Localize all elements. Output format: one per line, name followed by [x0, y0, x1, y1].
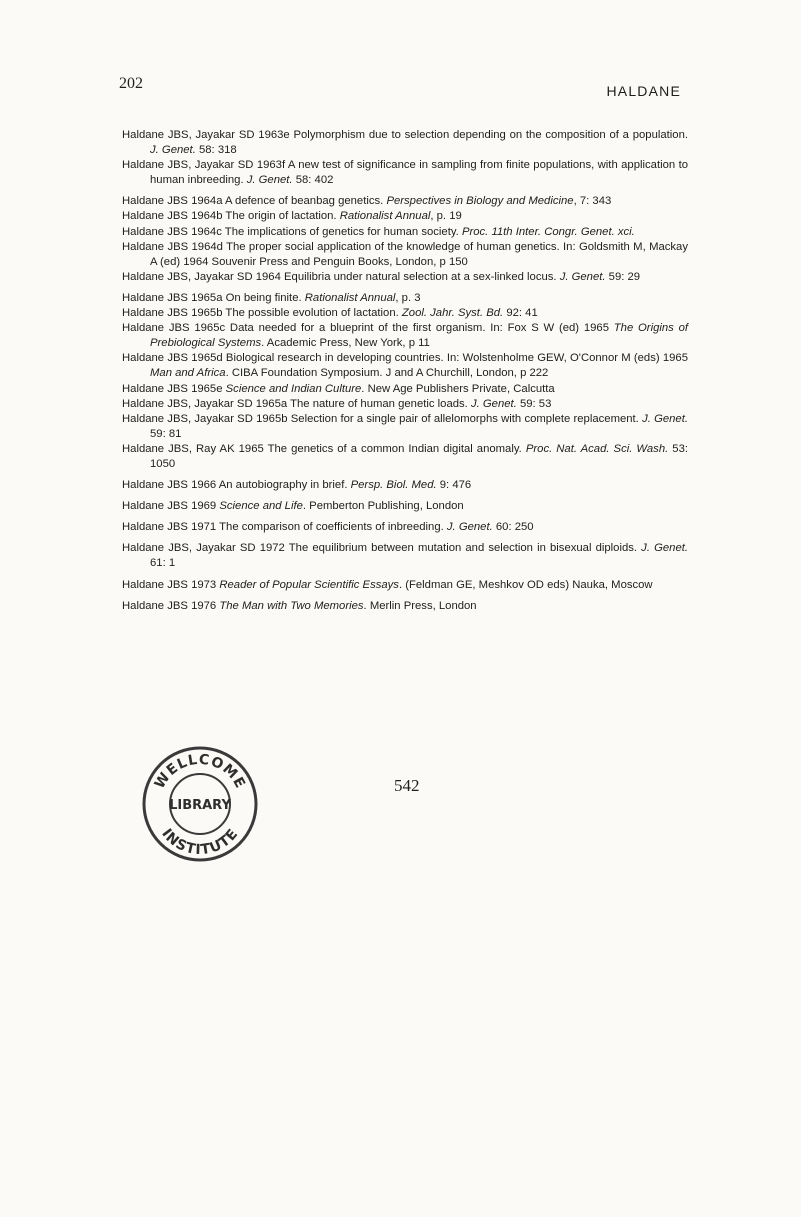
- reference-title: J. Genet.: [641, 542, 688, 555]
- library-stamp: [140, 742, 260, 862]
- reference-text: Haldane JBS 1966 An autobiography in brief.: [122, 479, 351, 492]
- reference-text: Haldane JBS 1965b The possible evolution of lactation.: [122, 307, 402, 320]
- reference-entry: [122, 351, 688, 381]
- reference-entry: [122, 321, 688, 351]
- reference-tail: 61: 1: [150, 557, 176, 570]
- reference-title: Rationalist Annual: [304, 291, 396, 304]
- stamp-top-text: WELLCOME: [151, 751, 249, 792]
- reference-title: Proc. 11th Inter. Congr. Genet. xci.: [461, 225, 635, 238]
- reference-title: Science and Indian Culture: [225, 382, 362, 395]
- reference-title: Man and Africa: [150, 367, 226, 380]
- reference-text: Haldane JBS 1964c The implications of genetics for human society.: [122, 225, 462, 238]
- reference-title: Reader of Popular Scientific Essays: [219, 578, 399, 591]
- reference-tail: , p. 19: [430, 210, 462, 223]
- reference-entry: [122, 520, 688, 535]
- reference-entry: [122, 158, 688, 188]
- reference-tail: , p. 3: [395, 291, 421, 304]
- reference-tail: . (Feldman GE, Meshkov OD eds) Nauka, Moscow: [398, 578, 653, 591]
- reference-entry: [122, 306, 688, 321]
- reference-text: Haldane JBS, Jayakar SD 1963e Polymorphism due to selection depending on the composition of a population.: [122, 129, 688, 141]
- reference-tail: 60: 250: [492, 521, 534, 534]
- reference-tail: . Merlin Press, London: [363, 599, 477, 612]
- reference-tail: 59: 29: [605, 270, 641, 283]
- reference-title: Perspectives in Biology and Medicine: [386, 195, 574, 208]
- reference-list: [122, 128, 688, 614]
- reference-title: J. Genet.: [150, 144, 196, 157]
- reference-tail: 9: 476: [436, 479, 472, 492]
- reference-title: Persp. Biol. Med.: [350, 479, 437, 492]
- reference-entry: [122, 599, 688, 614]
- reference-entry: [122, 412, 688, 442]
- reference-text: Haldane JBS, Jayakar SD 1965b Selection for a single pair of allelomorphs with complete replacement.: [122, 412, 643, 425]
- reference-tail: , 7: 343: [573, 195, 612, 208]
- reference-tail: . Pemberton Publishing, London: [302, 500, 464, 513]
- reference-tail: 58: 318: [195, 144, 237, 157]
- reference-text: Haldane JBS 1969: [122, 500, 220, 513]
- reference-text: Haldane JBS 1973: [122, 578, 220, 591]
- reference-title: Science and Life: [219, 500, 303, 513]
- reference-title: J. Genet.: [246, 174, 293, 187]
- reference-entry: [122, 225, 688, 240]
- page-number: 202: [119, 75, 143, 92]
- reference-title: The Origins of Prebiological Systems: [150, 322, 689, 350]
- reference-title: Zool. Jahr. Syst. Bd.: [401, 307, 504, 320]
- reference-tail: . New Age Publishers Private, Calcutta: [361, 382, 555, 395]
- reference-tail: 92: 41: [503, 307, 538, 320]
- reference-text: Haldane JBS 1971 The comparison of coefficients of inbreeding.: [122, 521, 447, 534]
- reference-tail: 59: 53: [516, 397, 552, 410]
- reference-text: Haldane JBS, Jayakar SD 1972 The equilibrium between mutation and selection in bisexual diploids.: [122, 542, 642, 555]
- reference-entry: [122, 270, 688, 285]
- stamp-center-text: LIBRARY: [169, 798, 231, 813]
- reference-entry: [122, 291, 688, 306]
- reference-text: Haldane JBS 1965a On being finite.: [122, 291, 305, 304]
- reference-entry: [122, 209, 688, 224]
- reference-tail: 58: 402: [292, 174, 334, 187]
- running-head: HALDANE: [606, 83, 681, 99]
- reference-entry: [122, 478, 688, 493]
- reference-text: Haldane JBS, Ray AK 1965 The genetics of a common Indian digital anomaly.: [122, 442, 526, 455]
- footer-page-number: 542: [394, 776, 420, 795]
- reference-text: Haldane JBS, Jayakar SD 1965a The nature of human genetic loads.: [122, 397, 471, 410]
- reference-entry: [122, 578, 688, 593]
- reference-title: J. Genet.: [470, 397, 517, 410]
- stamp-bottom-text: INSTITUTE: [158, 825, 242, 859]
- reference-title: J. Genet.: [642, 412, 688, 425]
- reference-title: Rationalist Annual: [339, 210, 431, 223]
- reference-text: Haldane JBS 1965e: [122, 382, 226, 395]
- reference-text: Haldane JBS 1965c Data needed for a blueprint of the first organism. In: Fox S W (ed) 1965: [122, 322, 614, 335]
- reference-text: Haldane JBS 1964d The proper social application of the knowledge of human genetics. In: Goldsmith M, Mackay A (ed) 1964 Souvenir Press and Penguin Books, London, p 150: [122, 240, 688, 268]
- reference-title: Proc. Nat. Acad. Sci. Wash.: [525, 442, 669, 455]
- reference-entry: [122, 397, 688, 412]
- reference-text: Haldane JBS, Jayakar SD 1964 Equilibria under natural selection at a sex-linked locus.: [122, 270, 560, 283]
- reference-tail: . CIBA Foundation Symposium. J and A Churchill, London, p 222: [225, 367, 549, 380]
- reference-entry: [122, 240, 688, 270]
- reference-text: Haldane JBS 1964a A defence of beanbag genetics.: [122, 195, 387, 208]
- reference-title: J. Genet.: [446, 521, 493, 534]
- reference-entry: [122, 382, 688, 397]
- reference-title: The Man with Two Memories: [219, 599, 364, 612]
- reference-entry: [122, 499, 688, 514]
- reference-tail: 53: 1050: [150, 442, 688, 470]
- reference-text: Haldane JBS 1965d Biological research in developing countries. In: Wolstenholme GEW, O'Connor M (eds) 1965: [122, 352, 688, 365]
- reference-tail: 59: 81: [150, 427, 182, 440]
- reference-tail: . Academic Press, New York, p 11: [261, 337, 430, 350]
- reference-entry: [122, 442, 688, 472]
- reference-text: Haldane JBS 1964b The origin of lactation.: [122, 210, 340, 223]
- reference-entry: [122, 541, 688, 571]
- reference-text: Haldane JBS, Jayakar SD 1963f A new test of significance in sampling from finite populations, with application to human inbreeding.: [122, 159, 688, 187]
- reference-title: J. Genet.: [559, 270, 606, 283]
- reference-entry: [122, 128, 688, 158]
- reference-text: Haldane JBS 1976: [122, 599, 220, 612]
- reference-entry: [122, 194, 688, 209]
